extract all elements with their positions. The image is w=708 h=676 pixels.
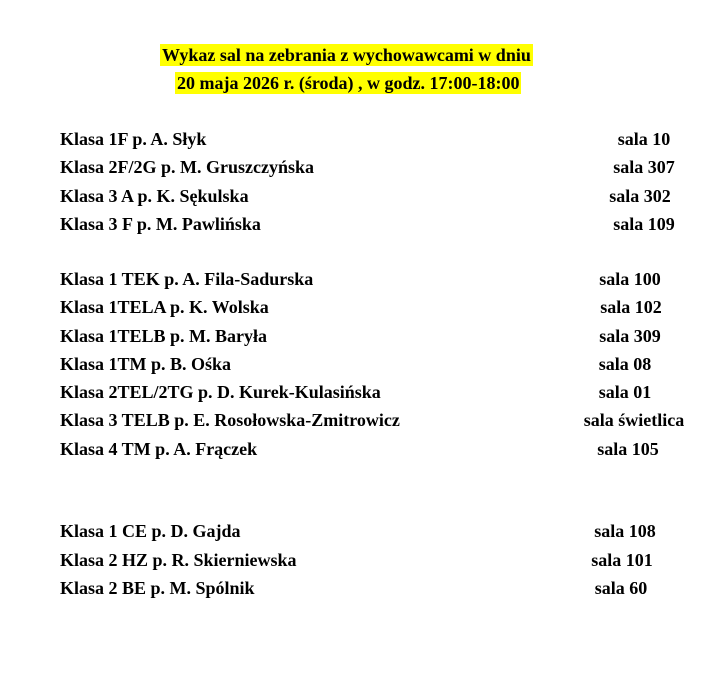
class-teacher: Klasa 1 TEK p. A. Fila-Sadurska [60,269,314,289]
class-room-row [0,125,708,153]
class-teacher: Klasa 2 HZ p. R. Skierniewska [60,550,297,570]
class-teacher: Klasa 1 CE p. D. Gajda [60,521,241,541]
class-teacher: Klasa 1TELB p. M. Baryła [60,326,268,346]
room-number: sala 108 [594,521,656,541]
document-title-line-2: 20 maja 2026 r. (środa) , w godz. 17:00-18:00 [177,73,520,93]
room-number: sala świetlica [583,410,685,430]
class-teacher: Klasa 2TEL/2TG p. D. Kurek-Kulasińska [60,382,381,402]
class-teacher: Klasa 2F/2G p. M. Gruszczyńska [60,157,315,177]
class-teacher: Klasa 4 TM p. A. Frączek [60,439,258,459]
room-number: sala 302 [609,186,671,206]
room-number: sala 101 [591,550,653,570]
room-number: sala 309 [599,326,661,346]
room-number: sala 01 [598,382,652,402]
class-room-row [0,293,708,321]
class-room-row [0,435,708,463]
class-teacher: Klasa 1TELA p. K. Wolska [60,297,269,317]
class-room-row [0,153,708,181]
class-room-row [0,517,708,545]
class-room-row [0,210,708,238]
room-number: sala 10 [617,129,671,149]
room-number: sala 08 [598,354,652,374]
class-teacher: Klasa 3 A p. K. Sękulska [60,186,249,206]
class-teacher: Klasa 3 F p. M. Pawlińska [60,214,261,234]
class-room-row [0,574,708,602]
room-number: sala 60 [594,578,648,598]
room-number: sala 100 [599,269,661,289]
class-room-row [0,182,708,210]
class-teacher: Klasa 1F p. A. Słyk [60,129,207,149]
class-room-row [0,350,708,378]
document-title-line-1: Wykaz sal na zebrania z wychowawcami w dniu [162,45,531,65]
class-room-row [0,378,708,406]
class-teacher: Klasa 2 BE p. M. Spólnik [60,578,255,598]
class-room-row [0,322,708,350]
class-teacher: Klasa 3 TELB p. E. Rosołowska-Zmitrowicz [60,410,400,430]
room-number: sala 109 [613,214,675,234]
class-room-row [0,546,708,574]
class-teacher: Klasa 1TM p. B. Ośka [60,354,232,374]
room-number: sala 105 [597,439,659,459]
room-number: sala 102 [600,297,662,317]
class-room-row [0,406,708,434]
room-number: sala 307 [613,157,675,177]
class-room-row [0,265,708,293]
